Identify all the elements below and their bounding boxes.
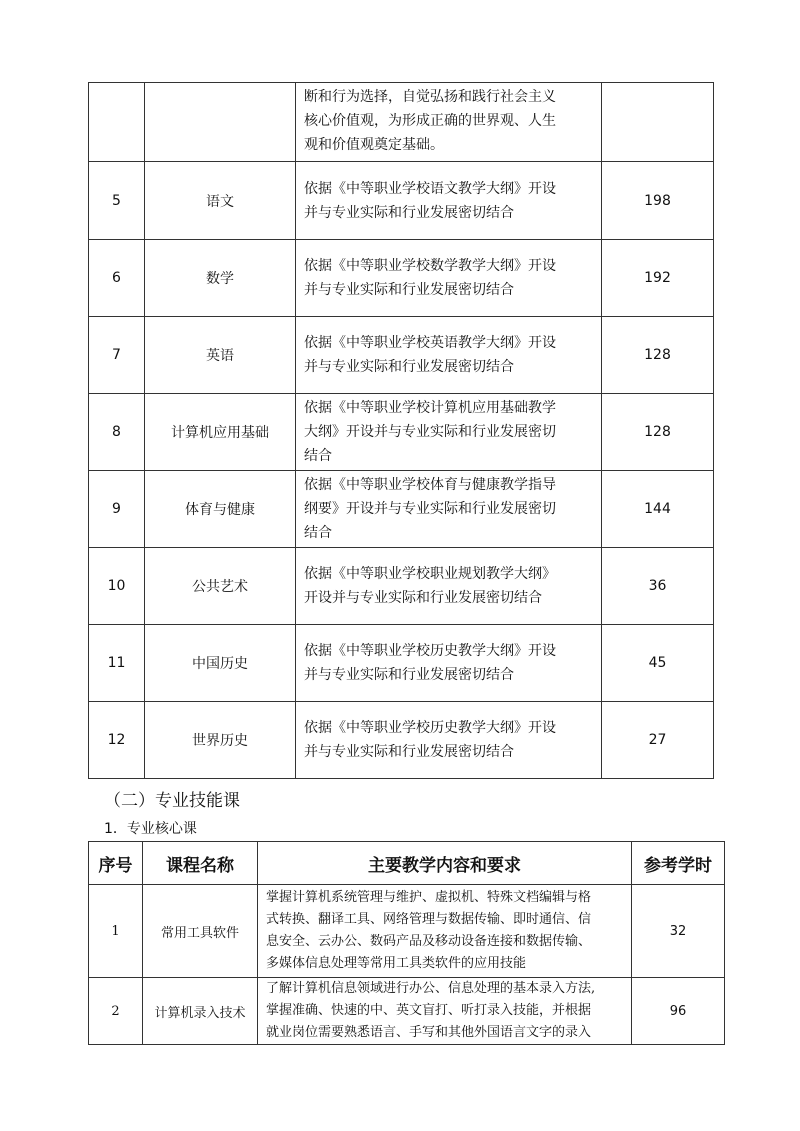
desc-line: 并与专业实际和行业发展密切结合 <box>304 744 514 760</box>
course-description <box>296 317 602 394</box>
table-row <box>89 702 714 779</box>
course-description <box>296 394 602 471</box>
desc-line: 结合 <box>304 448 332 464</box>
desc-line: 依据《中等职业学校历史教学大纲》开设 <box>304 720 556 736</box>
course-hours: 96 <box>632 978 725 1045</box>
course-description <box>296 471 602 548</box>
desc-line: 依据《中等职业学校计算机应用基础教学 <box>304 400 556 416</box>
row-number: 9 <box>89 471 145 548</box>
course-description <box>258 978 632 1045</box>
course-name: 计算机应用基础 <box>145 394 296 471</box>
course-description <box>296 240 602 317</box>
desc-line: 观和价值观奠定基础。 <box>304 137 444 153</box>
desc-line: 大纲》开设并与专业实际和行业发展密切 <box>304 424 556 440</box>
course-name: 英语 <box>145 317 296 394</box>
table-row <box>89 162 714 240</box>
course-hours: 32 <box>632 885 725 978</box>
row-number: 8 <box>89 394 145 471</box>
course-hours: 128 <box>602 394 714 471</box>
row-number: 6 <box>89 240 145 317</box>
row-number: 1 <box>89 885 143 978</box>
row-number: 11 <box>89 625 145 702</box>
course-description <box>296 83 602 162</box>
table-row <box>89 471 714 548</box>
table-row <box>89 978 725 1045</box>
table-row <box>89 83 714 162</box>
table-row <box>89 240 714 317</box>
course-description <box>296 162 602 240</box>
course-description <box>296 548 602 625</box>
desc-line: 开设并与专业实际和行业发展密切结合 <box>304 590 542 606</box>
desc-line: 了解计算机信息领域进行办公、信息处理的基本录入方法, <box>266 981 596 996</box>
desc-line: 纲要》开设并与专业实际和行业发展密切 <box>304 501 556 517</box>
table-row <box>89 885 725 978</box>
section-heading: （二）专业技能课 <box>104 791 240 811</box>
desc-line: 掌握准确、快速的中、英文盲打、听打录入技能，并根据 <box>266 1003 592 1018</box>
course-name: 计算机录入技术 <box>143 978 258 1045</box>
desc-line: 依据《中等职业学校职业规划教学大纲》 <box>304 566 556 582</box>
row-number: 12 <box>89 702 145 779</box>
row-number: 2 <box>89 978 143 1045</box>
row-number <box>89 83 145 162</box>
desc-line: 结合 <box>304 525 332 541</box>
course-description <box>296 625 602 702</box>
table-row <box>89 548 714 625</box>
table-row <box>89 625 714 702</box>
desc-line: 依据《中等职业学校英语教学大纲》开设 <box>304 335 556 351</box>
desc-line: 依据《中等职业学校历史教学大纲》开设 <box>304 643 556 659</box>
desc-line: 并与专业实际和行业发展密切结合 <box>304 282 514 298</box>
desc-line: 并与专业实际和行业发展密切结合 <box>304 204 514 221</box>
desc-line: 核心价值观，为形成正确的世界观、人生 <box>304 113 556 129</box>
row-number: 5 <box>89 162 145 240</box>
course-hours: 128 <box>602 317 714 394</box>
course-hours: 45 <box>602 625 714 702</box>
desc-line: 并与专业实际和行业发展密切结合 <box>304 667 514 683</box>
desc-line: 息安全、云办公、数码产品及移动设备连接和数据传输、 <box>266 934 592 949</box>
row-number: 7 <box>89 317 145 394</box>
course-hours: 198 <box>602 162 714 240</box>
header-course-name: 课程名称 <box>143 842 258 885</box>
table-row <box>89 317 714 394</box>
public-course-table <box>88 82 714 779</box>
desc-line: 断和行为选择，自觉弘扬和践行社会主义 <box>304 89 556 105</box>
course-hours <box>602 83 714 162</box>
course-hours: 192 <box>602 240 714 317</box>
row-number: 10 <box>89 548 145 625</box>
header-number: 序号 <box>89 842 143 885</box>
table-row <box>89 394 714 471</box>
course-name: 语文 <box>145 162 296 240</box>
course-name <box>145 83 296 162</box>
course-name: 公共艺术 <box>145 548 296 625</box>
desc-line: 依据《中等职业学校语文教学大纲》开设 <box>304 180 556 197</box>
desc-line: 依据《中等职业学校体育与健康教学指导 <box>304 477 556 493</box>
desc-line: 并与专业实际和行业发展密切结合 <box>304 359 514 375</box>
course-hours: 36 <box>602 548 714 625</box>
course-name: 世界历史 <box>145 702 296 779</box>
desc-line: 依据《中等职业学校数学教学大纲》开设 <box>304 258 556 274</box>
core-course-table <box>88 841 725 1045</box>
course-name: 常用工具软件 <box>143 885 258 978</box>
desc-line: 式转换、翻译工具、网络管理与数据传输、即时通信、信 <box>266 912 592 927</box>
course-name: 数学 <box>145 240 296 317</box>
header-hours: 参考学时 <box>632 842 725 885</box>
course-description <box>258 885 632 978</box>
table-header-row <box>89 842 725 885</box>
course-name: 体育与健康 <box>145 471 296 548</box>
header-content: 主要教学内容和要求 <box>258 842 632 885</box>
course-hours: 27 <box>602 702 714 779</box>
course-hours: 144 <box>602 471 714 548</box>
subsection-heading: 1．专业核心课 <box>104 821 197 837</box>
desc-line: 就业岗位需要熟悉语言、手写和其他外国语言文字的录入 <box>266 1025 592 1040</box>
desc-line: 多媒体信息处理等常用工具类软件的应用技能 <box>266 956 527 971</box>
desc-line: 掌握计算机系统管理与维护、虚拟机、特殊文档编辑与格 <box>266 890 592 905</box>
course-name: 中国历史 <box>145 625 296 702</box>
course-description <box>296 702 602 779</box>
